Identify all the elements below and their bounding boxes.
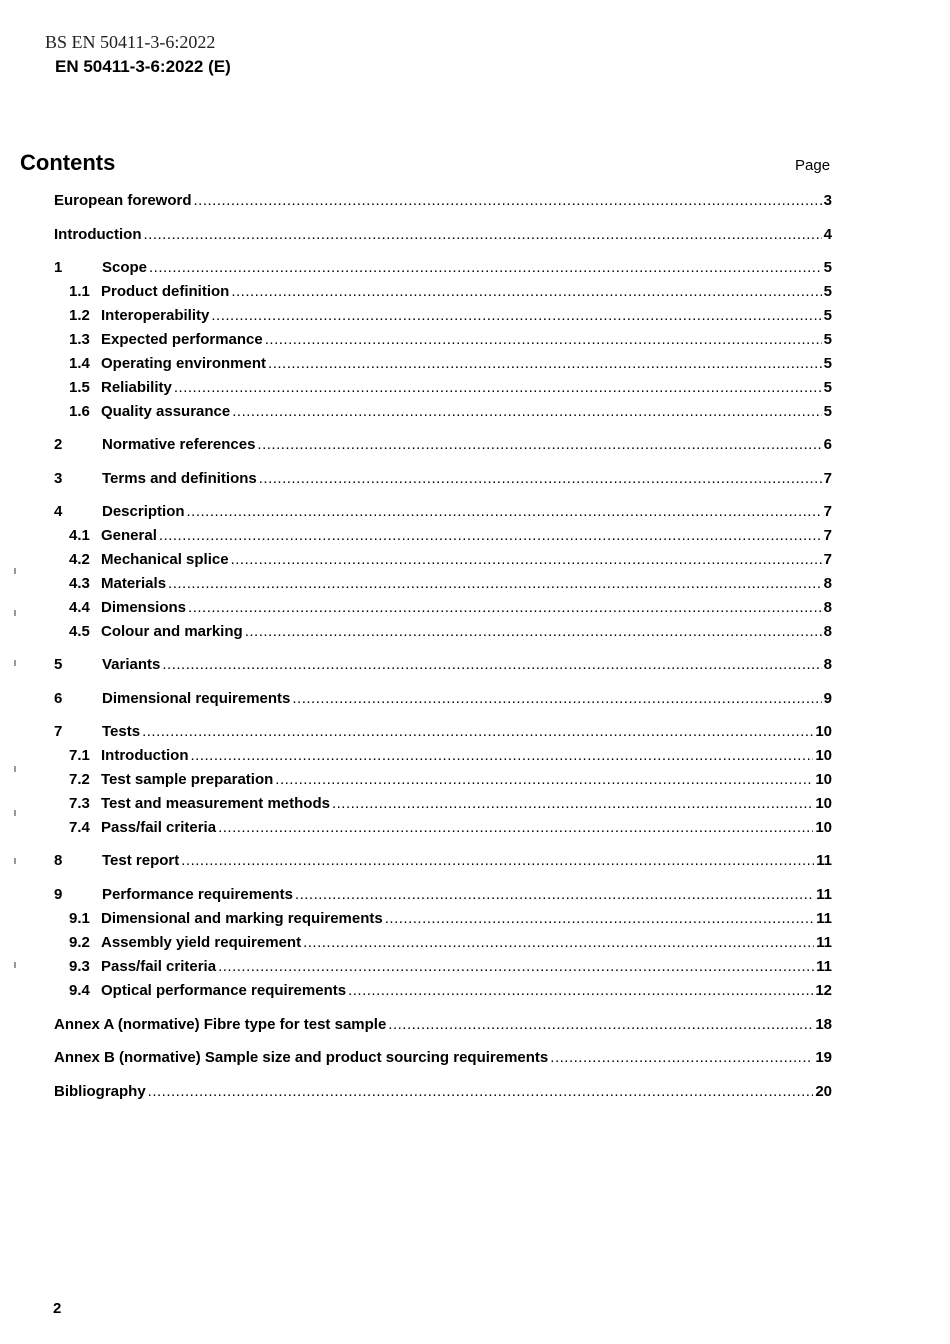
- toc-entry[interactable]: [54, 378, 832, 398]
- toc-entry-number: 9.1: [69, 910, 90, 927]
- margin-mark: [14, 568, 16, 574]
- dot-leader: [232, 402, 821, 422]
- toc-entry-number: 4.3: [69, 575, 90, 592]
- toc-entry-title: Expected performance: [101, 331, 263, 348]
- toc-entry-title: Mechanical splice: [101, 551, 229, 568]
- toc-entry-title: Dimensional requirements: [102, 690, 291, 707]
- toc-entry-number: 1.6: [69, 403, 90, 420]
- toc-entry-page: 11: [816, 910, 832, 927]
- toc-entry-page: 8: [823, 575, 832, 592]
- toc-entry[interactable]: [54, 1082, 832, 1102]
- toc-entry-page: 20: [815, 1083, 832, 1100]
- margin-mark: [14, 810, 16, 816]
- toc-entry-page: 7: [823, 470, 832, 487]
- dot-leader: [231, 550, 822, 570]
- margin-mark: [14, 660, 16, 666]
- toc-entry-page: 8: [823, 656, 832, 673]
- toc-entry-number: 9: [54, 886, 63, 903]
- dot-leader: [188, 598, 822, 618]
- toc-entry-number: 9.3: [69, 958, 90, 975]
- toc-entry-title: Introduction: [101, 747, 189, 764]
- toc-entry-page: 10: [815, 747, 832, 764]
- toc-entry-title: Tests: [102, 723, 141, 740]
- dot-leader: [142, 722, 813, 742]
- toc-entry[interactable]: [54, 306, 832, 326]
- toc-entry-title: Introduction: [54, 226, 142, 243]
- toc-entry[interactable]: [54, 282, 832, 302]
- toc-entry-page: 7: [823, 527, 832, 544]
- dot-leader: [218, 818, 813, 838]
- toc-entry-title: General: [101, 527, 157, 544]
- toc-entry[interactable]: [54, 469, 832, 489]
- toc-entry[interactable]: [54, 402, 832, 422]
- toc-entry[interactable]: [54, 191, 832, 211]
- standard-id: BS EN 50411-3-6:2022: [45, 32, 216, 52]
- toc-entry[interactable]: [54, 598, 832, 618]
- dot-leader: [268, 354, 822, 374]
- margin-mark: [14, 858, 16, 864]
- toc-entry-number: 1.2: [69, 307, 90, 324]
- toc-entry-page: 4: [823, 226, 832, 243]
- toc-entry[interactable]: [54, 435, 832, 455]
- toc-entry[interactable]: [54, 746, 832, 766]
- toc-entry-title: Scope: [102, 259, 148, 276]
- toc-entry-title: Test sample preparation: [101, 771, 274, 788]
- toc-entry-title: Materials: [101, 575, 167, 592]
- dot-leader: [275, 770, 813, 790]
- toc-entry-page: 18: [815, 1016, 832, 1033]
- dot-leader: [218, 957, 814, 977]
- toc-entry-title: Optical performance requirements: [101, 982, 347, 999]
- toc-entry-page: 7: [823, 503, 832, 520]
- toc-entry-number: 9.4: [69, 982, 90, 999]
- toc-entry-number: 1.1: [69, 283, 90, 300]
- toc-entry-page: 5: [823, 307, 832, 324]
- toc-entry-page: 11: [816, 958, 832, 975]
- margin-mark: [14, 610, 16, 616]
- toc-entry-number: 7.4: [69, 819, 90, 836]
- toc-entry-number: 7.3: [69, 795, 90, 812]
- toc-entry-title: Dimensions: [101, 599, 187, 616]
- toc-entry-page: 12: [815, 982, 832, 999]
- dot-leader: [174, 378, 822, 398]
- toc-entry-title: Bibliography: [54, 1083, 146, 1100]
- toc-entry[interactable]: [54, 502, 832, 522]
- toc-entry-number: 4.5: [69, 623, 90, 640]
- toc-entry-number: 8: [54, 852, 63, 869]
- toc-entry[interactable]: [54, 258, 832, 278]
- toc-entry-page: 5: [823, 355, 832, 372]
- toc-entry-title: Performance requirements: [102, 886, 293, 903]
- toc-entry-page: 5: [823, 379, 832, 396]
- dot-leader: [388, 1015, 813, 1035]
- dot-leader: [292, 689, 821, 709]
- toc-entry-title: Pass/fail criteria: [101, 819, 217, 836]
- toc-entry-page: 19: [815, 1049, 832, 1066]
- toc-entry-page: 11: [816, 934, 832, 951]
- toc-entry-number: 1: [54, 259, 63, 276]
- dot-leader: [194, 191, 822, 211]
- toc-entry[interactable]: [54, 330, 832, 350]
- toc-entry-number: 1.4: [69, 355, 90, 372]
- toc-entry[interactable]: [54, 1015, 832, 1035]
- toc-entry[interactable]: [54, 655, 832, 675]
- toc-entry-page: 10: [815, 819, 832, 836]
- toc-entry-page: 11: [816, 886, 832, 903]
- toc-entry-page: 3: [823, 192, 832, 209]
- toc-entry[interactable]: [54, 909, 832, 929]
- toc-entry[interactable]: [54, 851, 832, 871]
- dot-leader: [148, 1082, 814, 1102]
- toc-entry-title: Description: [102, 503, 185, 520]
- toc-entry-number: 6: [54, 690, 63, 707]
- toc-entry[interactable]: [54, 574, 832, 594]
- dot-leader: [550, 1048, 813, 1068]
- page-column-label: Page: [795, 157, 831, 174]
- toc-entry-page: 10: [815, 771, 832, 788]
- toc-entry-page: 9: [823, 690, 832, 707]
- toc-entry-title: Quality assurance: [101, 403, 231, 420]
- toc-entry[interactable]: [54, 526, 832, 546]
- toc-entry-page: 5: [823, 259, 832, 276]
- toc-entry-number: 7.2: [69, 771, 90, 788]
- toc-entry-title: Pass/fail criteria: [101, 958, 217, 975]
- toc-entry[interactable]: [54, 225, 832, 245]
- toc-entry[interactable]: [54, 770, 832, 790]
- dot-leader: [159, 526, 822, 546]
- toc-entry-title: Reliability: [101, 379, 172, 396]
- toc-entry-page: 6: [823, 436, 832, 453]
- dot-leader: [149, 258, 822, 278]
- dot-leader: [385, 909, 814, 929]
- margin-mark: [14, 766, 16, 772]
- toc-entry-title: Annex B (normative) Sample size and product sourcing requirements: [54, 1049, 549, 1066]
- dot-leader: [245, 622, 822, 642]
- toc-entry-title: Colour and marking: [101, 623, 243, 640]
- toc-entry-number: 4.1: [69, 527, 90, 544]
- toc-entry-page: 7: [823, 551, 832, 568]
- toc-entry[interactable]: [54, 981, 832, 1001]
- toc-entry-title: Dimensional and marking requirements: [101, 910, 383, 927]
- toc-entry[interactable]: [54, 550, 832, 570]
- margin-mark: [14, 962, 16, 968]
- dot-leader: [168, 574, 822, 594]
- page-number: 2: [53, 1300, 62, 1317]
- toc-entry[interactable]: [54, 1048, 832, 1068]
- toc-entry[interactable]: [54, 885, 832, 905]
- toc-entry-number: 9.2: [69, 934, 90, 951]
- toc-entry[interactable]: [54, 818, 832, 838]
- dot-leader: [257, 435, 821, 455]
- toc-entry-title: Test report: [102, 852, 180, 869]
- dot-leader: [187, 502, 822, 522]
- toc-entry-title: European foreword: [54, 192, 192, 209]
- toc-entry-page: 5: [823, 403, 832, 420]
- dot-leader: [303, 933, 814, 953]
- toc-entry-number: 4.2: [69, 551, 90, 568]
- toc-entry-title: Interoperability: [101, 307, 210, 324]
- dot-leader: [211, 306, 821, 326]
- toc-entry-title: Test and measurement methods: [101, 795, 330, 812]
- toc-entry[interactable]: [54, 722, 832, 742]
- toc-entry-page: 11: [816, 852, 832, 869]
- toc-entry-number: 4.4: [69, 599, 90, 616]
- dot-leader: [162, 655, 821, 675]
- toc-entry-number: 2: [54, 436, 63, 453]
- dot-leader: [181, 851, 814, 871]
- dot-leader: [348, 981, 813, 1001]
- toc-entry-title: Operating environment: [101, 355, 267, 372]
- dot-leader: [259, 469, 822, 489]
- dot-leader: [332, 794, 813, 814]
- dot-leader: [295, 885, 814, 905]
- toc-entry-number: 3: [54, 470, 63, 487]
- toc-entry[interactable]: [54, 933, 832, 953]
- toc-entry-page: 10: [815, 795, 832, 812]
- toc-entry-number: 7.1: [69, 747, 90, 764]
- toc-entry-title: Product definition: [101, 283, 230, 300]
- toc-entry-title: Normative references: [102, 436, 256, 453]
- toc-entry-number: 4: [54, 503, 63, 520]
- toc-entry[interactable]: [54, 689, 832, 709]
- dot-leader: [190, 746, 813, 766]
- toc-entry[interactable]: [54, 957, 832, 977]
- toc-entry-title: Variants: [102, 656, 161, 673]
- contents-heading: Contents: [20, 150, 116, 175]
- toc-entry-title: Annex A (normative) Fibre type for test sample: [54, 1016, 387, 1033]
- toc-entry-page: 5: [823, 283, 832, 300]
- toc-entry-number: 1.5: [69, 379, 90, 396]
- toc-entry-title: Assembly yield requirement: [101, 934, 302, 951]
- toc-entry-page: 10: [815, 723, 832, 740]
- document-id: EN 50411-3-6:2022 (E): [55, 57, 231, 76]
- toc-entry-number: 7: [54, 723, 63, 740]
- dot-leader: [265, 330, 822, 350]
- toc-entry-number: 5: [54, 656, 63, 673]
- toc-entry[interactable]: [54, 794, 832, 814]
- dot-leader: [231, 282, 821, 302]
- toc-entry-title: Terms and definitions: [102, 470, 257, 487]
- toc-entry[interactable]: [54, 354, 832, 374]
- toc-entry-number: 1.3: [69, 331, 90, 348]
- toc-entry-page: 8: [823, 599, 832, 616]
- toc-entry[interactable]: [54, 622, 832, 642]
- dot-leader: [143, 225, 821, 245]
- toc-entry-page: 8: [823, 623, 832, 640]
- toc-entry-page: 5: [823, 331, 832, 348]
